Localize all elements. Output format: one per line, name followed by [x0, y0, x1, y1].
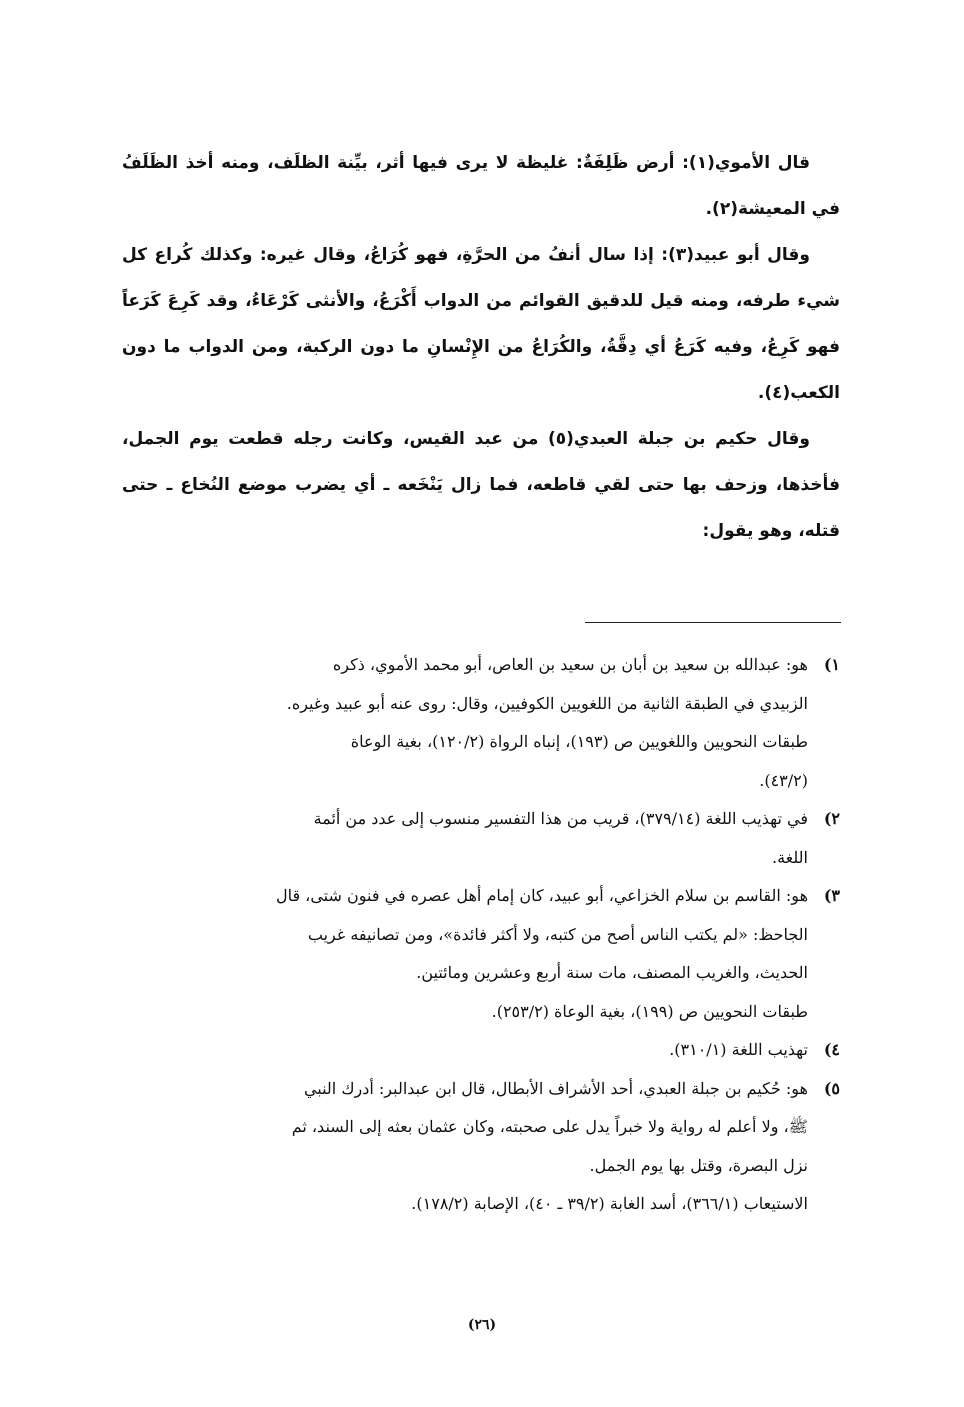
paragraph-hakim: وقال حكيم بن جبلة العبدي(٥) من عبد القيس، وكانت رجله قطعت يوم الجمل، فأخذها، وزحف بها حتى لقي قاطعه، فما زال يَنْخَعه ـ أي يضرب موضع النُخاع ـ حتى قتله، وهو يقول:: [122, 429, 840, 541]
footnote-line: هو: حُكيم بن جبلة العبدي، أحد الأشراف الأبطال، قال ابن عبدالبر: أدرك النبي: [303, 1078, 808, 1098]
footnote-line: تهذيب اللغة (٣١٠/١).: [669, 1040, 808, 1059]
paragraph-abu-ubaid: وقال أبو عبيد(٣): إذا سال أنفُ من الحرَّةِ، فهو كُرَاعُ، وقال غيره: وكذلك كُراع كل شيء طرفه، ومنه قيل للدقيق القوائم من الدواب أَكْرَعُ، والأنثى كَرْعَاءُ، وقد كَرِعَ كَرَعاً فهو كَرِعُ، وفيه كَرَعُ أي دِقَّةُ، والكُرَاعُ من الإِنْسانِ ما دون الركبة، ومن الدواب ما دون الكعب(٤).: [122, 245, 840, 403]
footnote-line: (٤٣/٢).: [759, 770, 808, 790]
footnote-number: ٣): [823, 886, 840, 905]
footnote-3: [122, 877, 840, 1031]
footnote-line: الاستيعاب (٣٦٦/١)، أسد الغابة (٣٩/٢ ـ ٤٠)، الإصابة (١٧٨/٢).: [411, 1194, 808, 1213]
footnote-4: [122, 1031, 840, 1070]
footnote-line: الحديث، والغريب المصنف، مات سنة أربع وعشرين ومائتين.: [416, 963, 808, 982]
footnote-number: ١): [823, 655, 840, 674]
footnote-2: [122, 800, 840, 877]
paragraph-umawi: قال الأموي(١): أرض ظَلِفَةٌ: غليظة لا يرى فيها أثر، بيِّنة الظلَف، ومنه أخذ الظَلَفُ في المعيشة(٢).: [122, 153, 840, 219]
footnote-line: اللغة.: [772, 847, 808, 867]
footnote-line: طبقات النحويين ص (١٩٩)، بغية الوعاة (٢٥٣/٢).: [491, 1001, 808, 1021]
footnote-line: ﷺ، ولا أعلم له رواية ولا خبراً يدل على صحبته، وكان عثمان بعثه إلى السند، ثم: [291, 1117, 808, 1136]
footnote-number: ٤): [823, 1040, 840, 1059]
footnote-number: ٢): [823, 809, 840, 828]
footnote-5: [122, 1070, 840, 1224]
footnote-separator: [585, 622, 841, 623]
footnote-line: نزل البصرة، وقتل بها يوم الجمل.: [589, 1155, 808, 1175]
footnote-1: [122, 646, 840, 800]
footnote-line: الزبيدي في الطبقة الثانية من اللغويين الكوفيين، وقال: روى عنه أبو عبيد وغيره.: [286, 693, 808, 713]
footnote-line: في تهذيب اللغة (٣٧٩/١٤)، قريب من هذا التفسير منسوب إلى عدد من أئمة: [313, 809, 808, 828]
footnotes-section: [122, 646, 840, 1224]
page-number: (٢٦): [467, 1317, 497, 1333]
footnote-line: هو: القاسم بن سلام الخزاعي، أبو عبيد، كان إمام أهل عصره في فنون شتى، قال: [275, 886, 808, 905]
footnote-line: هو: عبدالله بن سعيد بن أبان بن سعيد بن العاص، أبو محمد الأموي، ذكره: [332, 655, 808, 674]
footnote-number: ٥): [823, 1078, 840, 1098]
footnote-line: الجاحظ: «لم يكتب الناس أصح من كتبه، ولا أكثر فائدة»، ومن تصانيفه غريب: [307, 924, 808, 944]
main-text-body: [122, 140, 840, 554]
footnote-line: طبقات النحويين واللغويين ص (١٩٣)، إنباه الرواة (١٢٠/٢)، بغية الوعاة: [350, 732, 808, 751]
